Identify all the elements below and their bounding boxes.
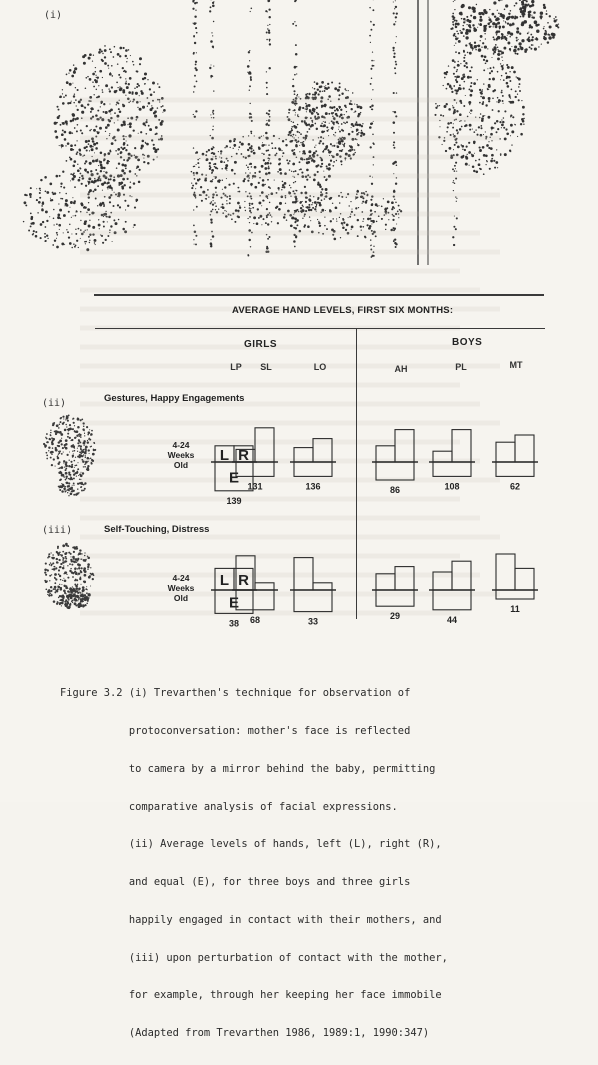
panel-label-iii: (iii): [42, 525, 72, 536]
caption-line-3: to camera by a mirror behind the baby, permitting: [60, 763, 448, 776]
chart-title: AVERAGE HAND LEVELS, FIRST SIX MONTHS:: [232, 305, 453, 316]
bar-right-lo: [313, 583, 332, 590]
col-head-mt: MT: [496, 360, 536, 370]
bar-left-pl: [433, 572, 452, 590]
count-sl: 68: [250, 615, 260, 625]
bar-right-mt: [515, 568, 534, 590]
bar-right-sl: [255, 583, 274, 590]
glyph-lp-1: [211, 446, 257, 506]
age-line2-b: Weeks: [164, 583, 198, 593]
glyph-lo-1: [290, 439, 336, 492]
col-head-lp: LP: [216, 362, 256, 372]
count-ah: 29: [390, 611, 400, 621]
caption-line-10: (Adapted from Trevarthen 1986, 1989:1, 1990:347): [60, 1027, 448, 1040]
bar-left-mt: [496, 442, 515, 462]
age-line3: Old: [164, 460, 198, 470]
count-mt: 62: [510, 481, 520, 491]
key-letter-right: R: [238, 447, 249, 464]
bar-equal-ah: [376, 590, 414, 606]
caption-line-1: Figure 3.2 (i) Trevarthen's technique for observation of: [60, 687, 448, 700]
caption-line-9: for example, through her keeping her face immobile: [60, 989, 448, 1002]
bar-left-ah: [376, 446, 395, 462]
bar-left-mt: [496, 554, 515, 590]
count-pl: 108: [444, 481, 459, 491]
key-letter-left: L: [220, 447, 229, 464]
bar-right-ah: [395, 430, 414, 462]
boys-header: BOYS: [452, 337, 482, 348]
bar-right-ah: [395, 567, 414, 590]
key-letter-equal: E: [229, 469, 239, 486]
bar-equal-pl: [433, 590, 471, 610]
glyph-pl-1: [429, 430, 475, 492]
key-letter-right: R: [238, 572, 249, 589]
bar-equal-sl: [236, 462, 274, 476]
bar-equal-mt: [496, 462, 534, 476]
panel-label-i: (i): [44, 10, 62, 21]
caption-line-7: happily engaged in contact with their mothers, and: [60, 914, 448, 927]
bar-right-lo: [313, 439, 332, 462]
col-head-lo: LO: [300, 362, 340, 372]
bar-equal-ah: [376, 462, 414, 480]
glyph-pl-2: [429, 561, 475, 625]
glyph-lo-2: [290, 558, 336, 627]
glyph-sl-2: [232, 556, 278, 625]
bar-equal-mt: [496, 590, 534, 599]
girls-header: GIRLS: [244, 339, 277, 350]
bar-equal-pl: [433, 462, 471, 476]
bar-equal-lo: [294, 462, 332, 476]
key-letter-equal: E: [229, 595, 239, 612]
count-sl: 131: [247, 481, 262, 491]
chart-gestures: [190, 395, 550, 505]
caption-line-6: and equal (E), for three boys and three girls: [60, 876, 448, 889]
row-title-gestures: Gestures, Happy Engagements: [104, 393, 244, 404]
count-mt: 11: [510, 604, 520, 614]
bar-equal-lo: [294, 590, 332, 612]
caption-line-5: (ii) Average levels of hands, left (L), right (R),: [60, 838, 448, 851]
row-title-self-touching: Self-Touching, Distress: [104, 524, 209, 535]
count-lo: 33: [308, 617, 318, 627]
count-ah: 86: [390, 485, 400, 495]
age-line3-b: Old: [164, 593, 198, 603]
count-pl: 44: [447, 615, 457, 625]
infant-face-happy: [30, 412, 110, 502]
bar-right-sl: [255, 428, 274, 462]
age-line2: Weeks: [164, 450, 198, 460]
figure-caption: [60, 662, 448, 1065]
chart-top-rule: [94, 294, 544, 296]
bar-right-pl: [452, 430, 471, 462]
bar-left-lo: [294, 448, 313, 462]
bar-right-mt: [515, 435, 534, 462]
infant-face-distress: [28, 536, 108, 626]
glyph-ah-1: [372, 430, 418, 495]
count-lp: 139: [226, 496, 241, 506]
panel-label-ii: (ii): [42, 398, 66, 409]
caption-line-4: comparative analysis of facial expressions.: [60, 801, 448, 814]
col-head-ah: AH: [381, 364, 421, 374]
caption-line-8: (iii) upon perturbation of contact with the mother,: [60, 952, 448, 965]
bar-right-pl: [452, 561, 471, 590]
glyph-mt-1: [492, 435, 538, 491]
count-lo: 136: [305, 481, 320, 491]
count-lp: 38: [229, 618, 239, 628]
col-head-pl: PL: [441, 362, 481, 372]
chart-self-touching: [190, 523, 550, 633]
chart-header-rule: [95, 328, 545, 329]
glyph-ah-2: [372, 567, 418, 622]
bar-left-pl: [433, 451, 452, 462]
bar-equal-sl: [236, 590, 274, 610]
glyph-mt-2: [492, 554, 538, 614]
age-line1-b: 4-24: [164, 573, 198, 583]
age-line1: 4-24: [164, 440, 198, 450]
key-letter-left: L: [220, 572, 229, 589]
caption-line-2: protoconversation: mother's face is reflected: [60, 725, 448, 738]
bar-left-ah: [376, 574, 395, 590]
col-head-sl: SL: [246, 362, 286, 372]
bar-left-lo: [294, 558, 313, 590]
